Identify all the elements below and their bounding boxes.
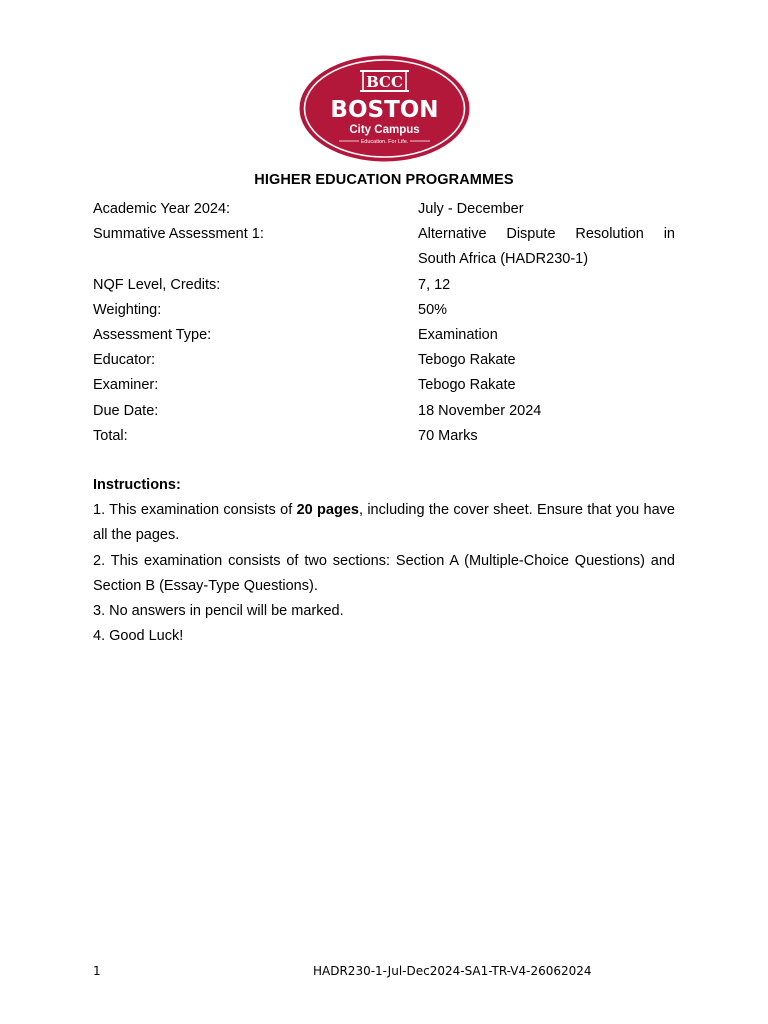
instruction-item-3: 3. No answers in pencil will be marked. (93, 603, 344, 620)
detail-label: Examiner: (93, 377, 159, 394)
detail-value: 50% (418, 301, 448, 318)
detail-row-summative-assessment (93, 222, 675, 272)
detail-row-weighting (93, 298, 675, 323)
logo-graphic (299, 55, 470, 162)
detail-value: July - December (418, 201, 524, 217)
detail-label: Total: (93, 427, 128, 444)
detail-label: Assessment Type: (93, 327, 212, 344)
detail-label: Academic Year 2024: (93, 201, 231, 217)
logo-monogram: BCC (366, 73, 403, 91)
detail-label: Summative Assessment 1: (93, 226, 264, 243)
detail-value: Examination (418, 327, 498, 344)
logo-subtitle: City Campus (349, 124, 420, 136)
logo-name: BOSTON (330, 97, 439, 123)
instruction-item-1: 1. This examination consists of 20 pages, including the cover sheet. Ensure that you have all the pages. (93, 502, 675, 544)
detail-label: Weighting: (93, 301, 162, 318)
boston-city-campus-logo (299, 55, 470, 162)
detail-row-assessment-type (93, 323, 675, 348)
detail-row-academic-year (93, 197, 675, 222)
detail-row-total (93, 424, 675, 449)
detail-row-nqf-level (93, 273, 675, 298)
detail-label: Due Date: (93, 402, 159, 419)
instruction-item-2: 2. This examination consists of two sections: Section A (Multiple-Choice Questions) and Section B (Essay-Type Questions). (93, 552, 675, 594)
assessment-details (93, 197, 675, 449)
detail-label: Educator: (93, 352, 156, 369)
instructions-section (93, 473, 675, 649)
detail-row-examiner (93, 373, 675, 398)
detail-row-due-date (93, 399, 675, 424)
detail-label: NQF Level, Credits: (93, 276, 221, 293)
detail-value: Tebogo Rakate (418, 352, 516, 369)
logo-tagline: Education. For Life. (360, 139, 409, 145)
detail-value: 7, 12 (418, 276, 451, 293)
page-count: 20 pages (296, 502, 359, 519)
footer-document-code: HADR230-1-Jul-Dec2024-SA1-TR-V4-26062024 (313, 964, 592, 978)
detail-row-educator (93, 348, 675, 373)
detail-value: Alternative Dispute Resolution in South Africa (HADR230-1) (418, 226, 675, 268)
instruction-item-4: 4. Good Luck! (93, 628, 184, 645)
footer-page-number: 1 (93, 964, 101, 978)
detail-value: Tebogo Rakate (418, 377, 516, 394)
detail-value: 18 November 2024 (418, 402, 542, 419)
detail-value: 70 Marks (418, 427, 478, 444)
instructions-title: Instructions: (93, 477, 181, 493)
page-heading: HIGHER EDUCATION PROGRAMMES (254, 172, 514, 188)
